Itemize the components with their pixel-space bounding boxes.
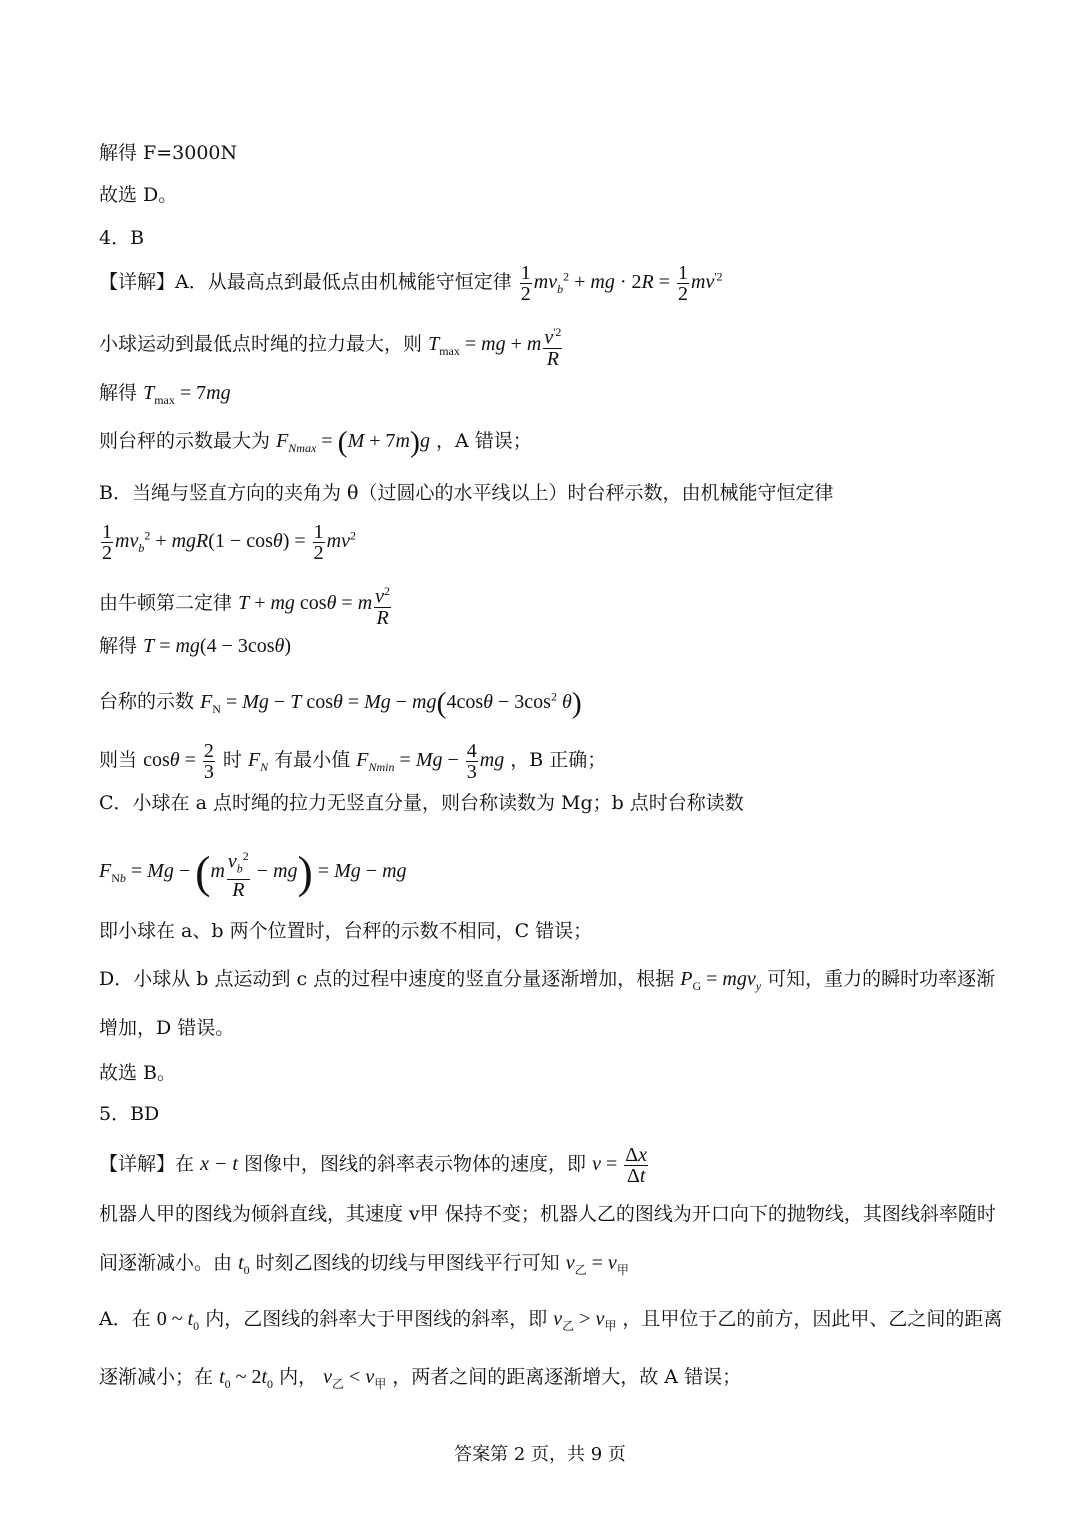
equation-fnmin: $F_{Nmin} = Mg$ − $\frac{4}{3}$ mg — [356, 740, 505, 783]
line-4B-newton: 由牛顿第二定律 T + mg cosθ = m $\frac{v^2}{R}$ — [99, 581, 393, 628]
line-4C-intro: C．小球在 a 点时绳的拉力无竖直分量，则台称读数为 Mg；b 点时台称读数 — [99, 792, 744, 814]
symbol-x-t: x − t — [200, 1153, 238, 1176]
symbol-t0: $t_0$ — [238, 1252, 250, 1277]
line-5-tangent: 间逐渐减小。由 $t_0$ 时刻乙图线的切线与甲图线平行可知 $v_乙 = v_甲$ — [99, 1252, 629, 1277]
line-4B-solve-T: 解得 T = mg(4 − 3cosθ) — [99, 635, 292, 657]
line-4B-reading: 台称的示数 $F_N = Mg - T$ $\cos\theta = Mg - mg(4\cos\theta - 3\cos^2$ θ) — [99, 686, 582, 720]
equation-v-greater: $v_乙 > v_甲$ — [553, 1308, 617, 1333]
symbol-fn: $F_N$ — [247, 749, 269, 775]
equation-v-less: $v_乙 < v_甲$ — [323, 1366, 387, 1391]
equation-tmax-result: $T_{max} = 7mg$ — [143, 382, 231, 407]
line-4A-max-reading: 则台秤的示数最大为 $F_{Nmax} = (M + 7m)g$ ，A 错误； — [99, 425, 532, 459]
line-4B-energy — [99, 522, 356, 563]
line-4B-intro: B．当绳与竖直方向的夹角为 θ（过圆心的水平线以上）时台秤示数，由机械能守恒定律 — [99, 482, 834, 504]
line-4D: D．小球从 b 点运动到 c 点的过程中速度的竖直分量逐渐增加，根据 $P_G = mgv_y$ 可知，重力的瞬时功率逐渐 — [99, 968, 996, 993]
equation-fnmax: $F_{Nmax} = (M + 7m)g$ — [276, 425, 430, 459]
equation-newton-second: T + mg cosθ = m $\frac{v^2}{R}$ — [238, 592, 393, 614]
equation-cos-theta: cosθ = $\frac{2}{3}$ — [143, 740, 214, 783]
page-footer: 答案第 2 页，共 9 页 — [454, 1444, 626, 1465]
question-5-answer: 5．BD — [99, 1103, 160, 1125]
line-4A-energy: 【详解】A．从最高点到最低点由机械能守恒定律 $\frac{1}{2}$ $mv_b^2$ + mg · 2R = $\frac{1}{2}$ $mv^{'2}$ — [99, 262, 723, 305]
equation-energy-conservation: $\frac{1}{2}$ $mv_b^2$ + mg · 2R = $\frac{1}{2}$ $mv^{'2}$ — [520, 262, 723, 305]
equation-velocity: v = $\frac{\Delta x}{\Delta t}$ — [592, 1144, 648, 1187]
line-5A-cont: 逐渐减小；在 $t_0$ ~ $2t_0$ 内， $v_乙 < v_甲$ ，两者之间的距离逐渐增大，故 A 错误； — [99, 1366, 742, 1391]
line-choose-B: 故选 B。 — [99, 1062, 177, 1084]
equation-power: $P_G = mgv_y$ — [680, 968, 762, 993]
line-4D-cont: 增加，D 错误。 — [99, 1017, 235, 1039]
equation-tmax: $T_{max}$ = mg + m $\frac{v^{'2}}{R}$ — [428, 333, 564, 355]
question-4-answer: 4．B — [99, 227, 145, 249]
line-5-intro: 【详解】在 x − t 图像中，图线的斜率表示物体的速度，即 v = $\frac{\Delta x}{\Delta t}$ — [99, 1145, 650, 1186]
equation-fn: $F_N = Mg - T$ $\cos\theta = Mg - mg(4\cos\theta - 3\cos^2$ θ) — [200, 686, 582, 720]
line-5-robot-a: 机器人甲的图线为倾斜直线，其速度 v甲 保持不变；机器人乙的图线为开口向下的抛物线，其图线斜率随时 — [99, 1203, 996, 1225]
line-4C-conclusion: 即小球在 a、b 两个位置时，台秤的示数不相同，C 错误； — [99, 920, 593, 942]
equation-range-t0-2t0: $t_0$ ~ $2t_0$ — [219, 1366, 274, 1391]
equation-energy-theta: $\frac{1}{2}$ $mv_b^2 + mgR(1 - \cos\theta)$ = $\frac{1}{2}$ $mv^2$ — [102, 521, 356, 564]
line-choose-D: 故选 D。 — [99, 184, 178, 206]
equation-fnb: $F_{Nb} = Mg - (m$ $\frac{v_b^2}{R}$ − mg) = Mg − mg — [99, 846, 407, 901]
equation-range-0-t0: 0 ~ $t_0$ — [156, 1308, 200, 1333]
line-5A: A．在 0 ~ $t_0$ 内，乙图线的斜率大于甲图线的斜率，即 $v_乙 > v_甲$ ，且甲位于乙的前方，因此甲、乙之间的距离 — [99, 1308, 1003, 1333]
line-4A-tension: 小球运动到最低点时绳的拉力最大，则 $T_{max}$ = mg + m $\frac{v^{'2}}{R}$ — [99, 322, 564, 369]
line-4B-minimum: 则当 cosθ = $\frac{2}{3}$ 时 $F_N$ 有最小值 $F_{Nmin} = Mg$ − $\frac{4}{3}$ mg ，B 正确； — [99, 740, 607, 783]
line-4C-equation — [99, 846, 407, 900]
line-solve-F: 解得 F=3000N — [99, 142, 238, 164]
equation-v-equal: $v_乙 = v_甲$ — [565, 1252, 629, 1277]
equation-T-result: T = mg(4 − 3cosθ) — [143, 635, 292, 657]
line-4A-solve-tmax: 解得 $T_{max} = 7mg$ — [99, 382, 231, 407]
